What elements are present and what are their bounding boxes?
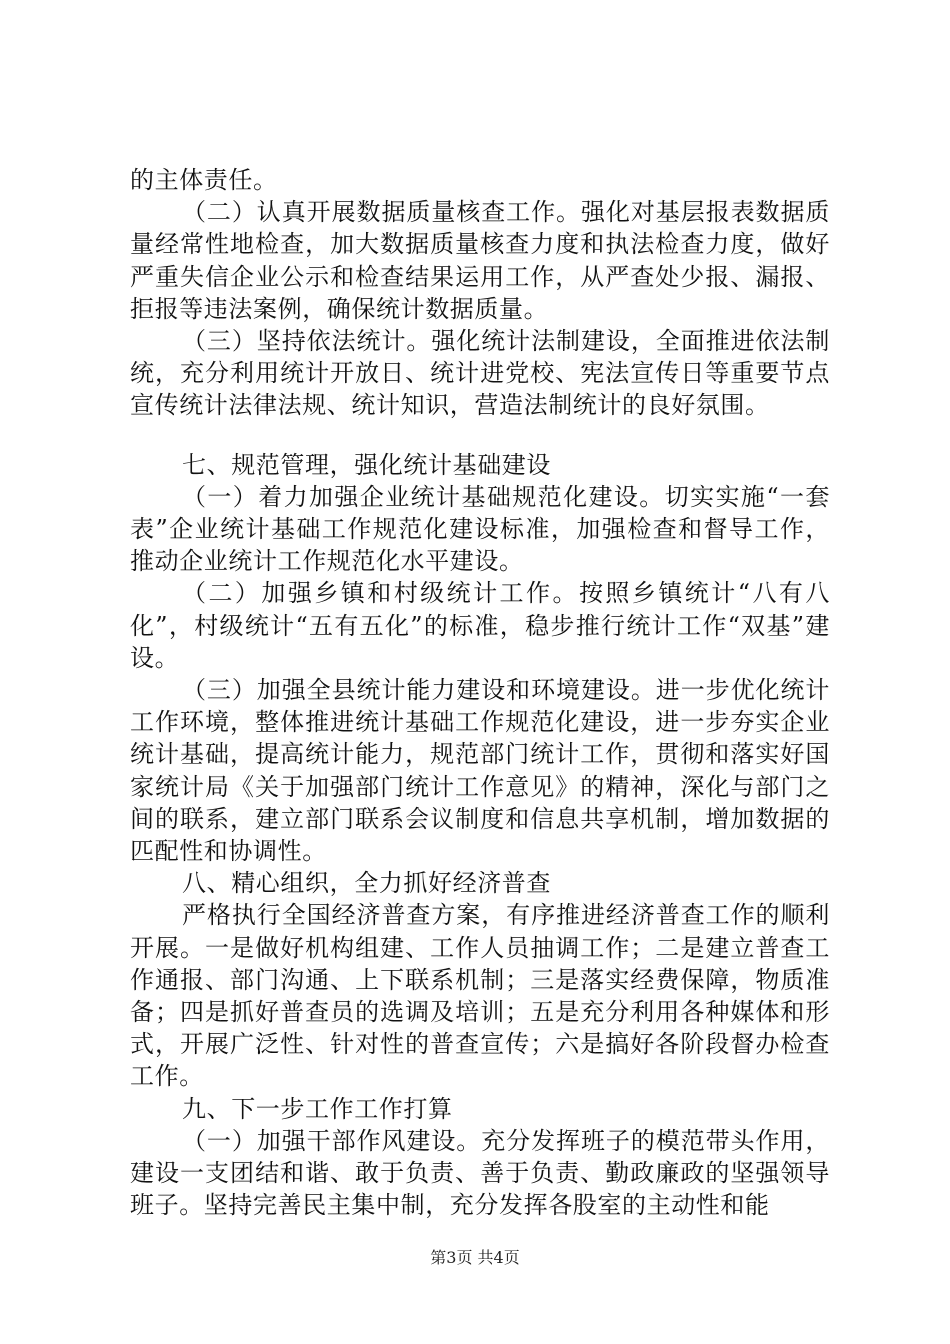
paragraph: （一）加强干部作风建设。充分发挥班子的模范带头作用，建设一支团结和谐、敢于负责、善于负责、勤政廉政的坚强领导班子。坚持完善民主集中制，充分发挥各股室的主动性和能	[130, 1126, 830, 1220]
paragraph: （二）认真开展数据质量核查工作。强化对基层报表数据质量经常性地检查，加大数据质量核查力度和执法检查力度，做好严重失信企业公示和检查结果运用工作，从严查处少报、漏报、拒报等违法案例，确保统计数据质量。	[130, 198, 830, 323]
page-number-label: 第3页 共4页	[430, 1248, 520, 1267]
section-heading: 九、下一步工作工作打算	[182, 1094, 453, 1123]
section-heading: 八、精心组织，全力抓好经济普查	[182, 869, 551, 898]
paragraph: （一）着力加强企业统计基础规范化建设。切实实施“一套表”企业统计基础工作规范化建设标准，加强检查和督导工作，推动企业统计工作规范化水平建设。	[130, 482, 830, 576]
paragraph: （三）坚持依法统计。强化统计法制建设，全面推进依法制统，充分利用统计开放日、统计进党校、宪法宣传日等重要节点宣传统计法律法规、统计知识，营造法制统计的良好氛围。	[130, 327, 830, 420]
page-footer	[0, 1245, 950, 1268]
paragraph: （二）加强乡镇和村级统计工作。按照乡镇统计“八有八化”，村级统计“五有五化”的标准，稳步推行统计工作“双基”建设。	[130, 579, 830, 672]
paragraph: 的主体责任。	[130, 166, 278, 194]
section-heading: 七、规范管理，强化统计基础建设	[182, 450, 551, 479]
paragraph: （三）加强全县统计能力建设和环境建设。进一步优化统计工作环境，整体推进统计基础工作规范化建设，进一步夯实企业统计基础，提高统计能力，规范部门统计工作，贯彻和落实好国家统计局《关于加强部门统计工作意见》的精神，深化与部门之间的联系，建立部门联系会议制度和信息共享机制，增加数据的匹配性和协调性。	[130, 676, 830, 866]
paragraph: 严格执行全国经济普查方案，有序推进经济普查工作的顺利开展。一是做好机构组建、工作人员抽调工作；二是建立普查工作通报、部门沟通、上下联系机制；三是落实经费保障，物质准备；四是抓好普查员的选调及培训；五是充分利用各种媒体和形式，开展广泛性、针对性的普查宣传；六是搞好各阶段督办检查工作。	[130, 901, 830, 1091]
document-body	[130, 164, 830, 1222]
paragraph-gap	[130, 422, 830, 449]
